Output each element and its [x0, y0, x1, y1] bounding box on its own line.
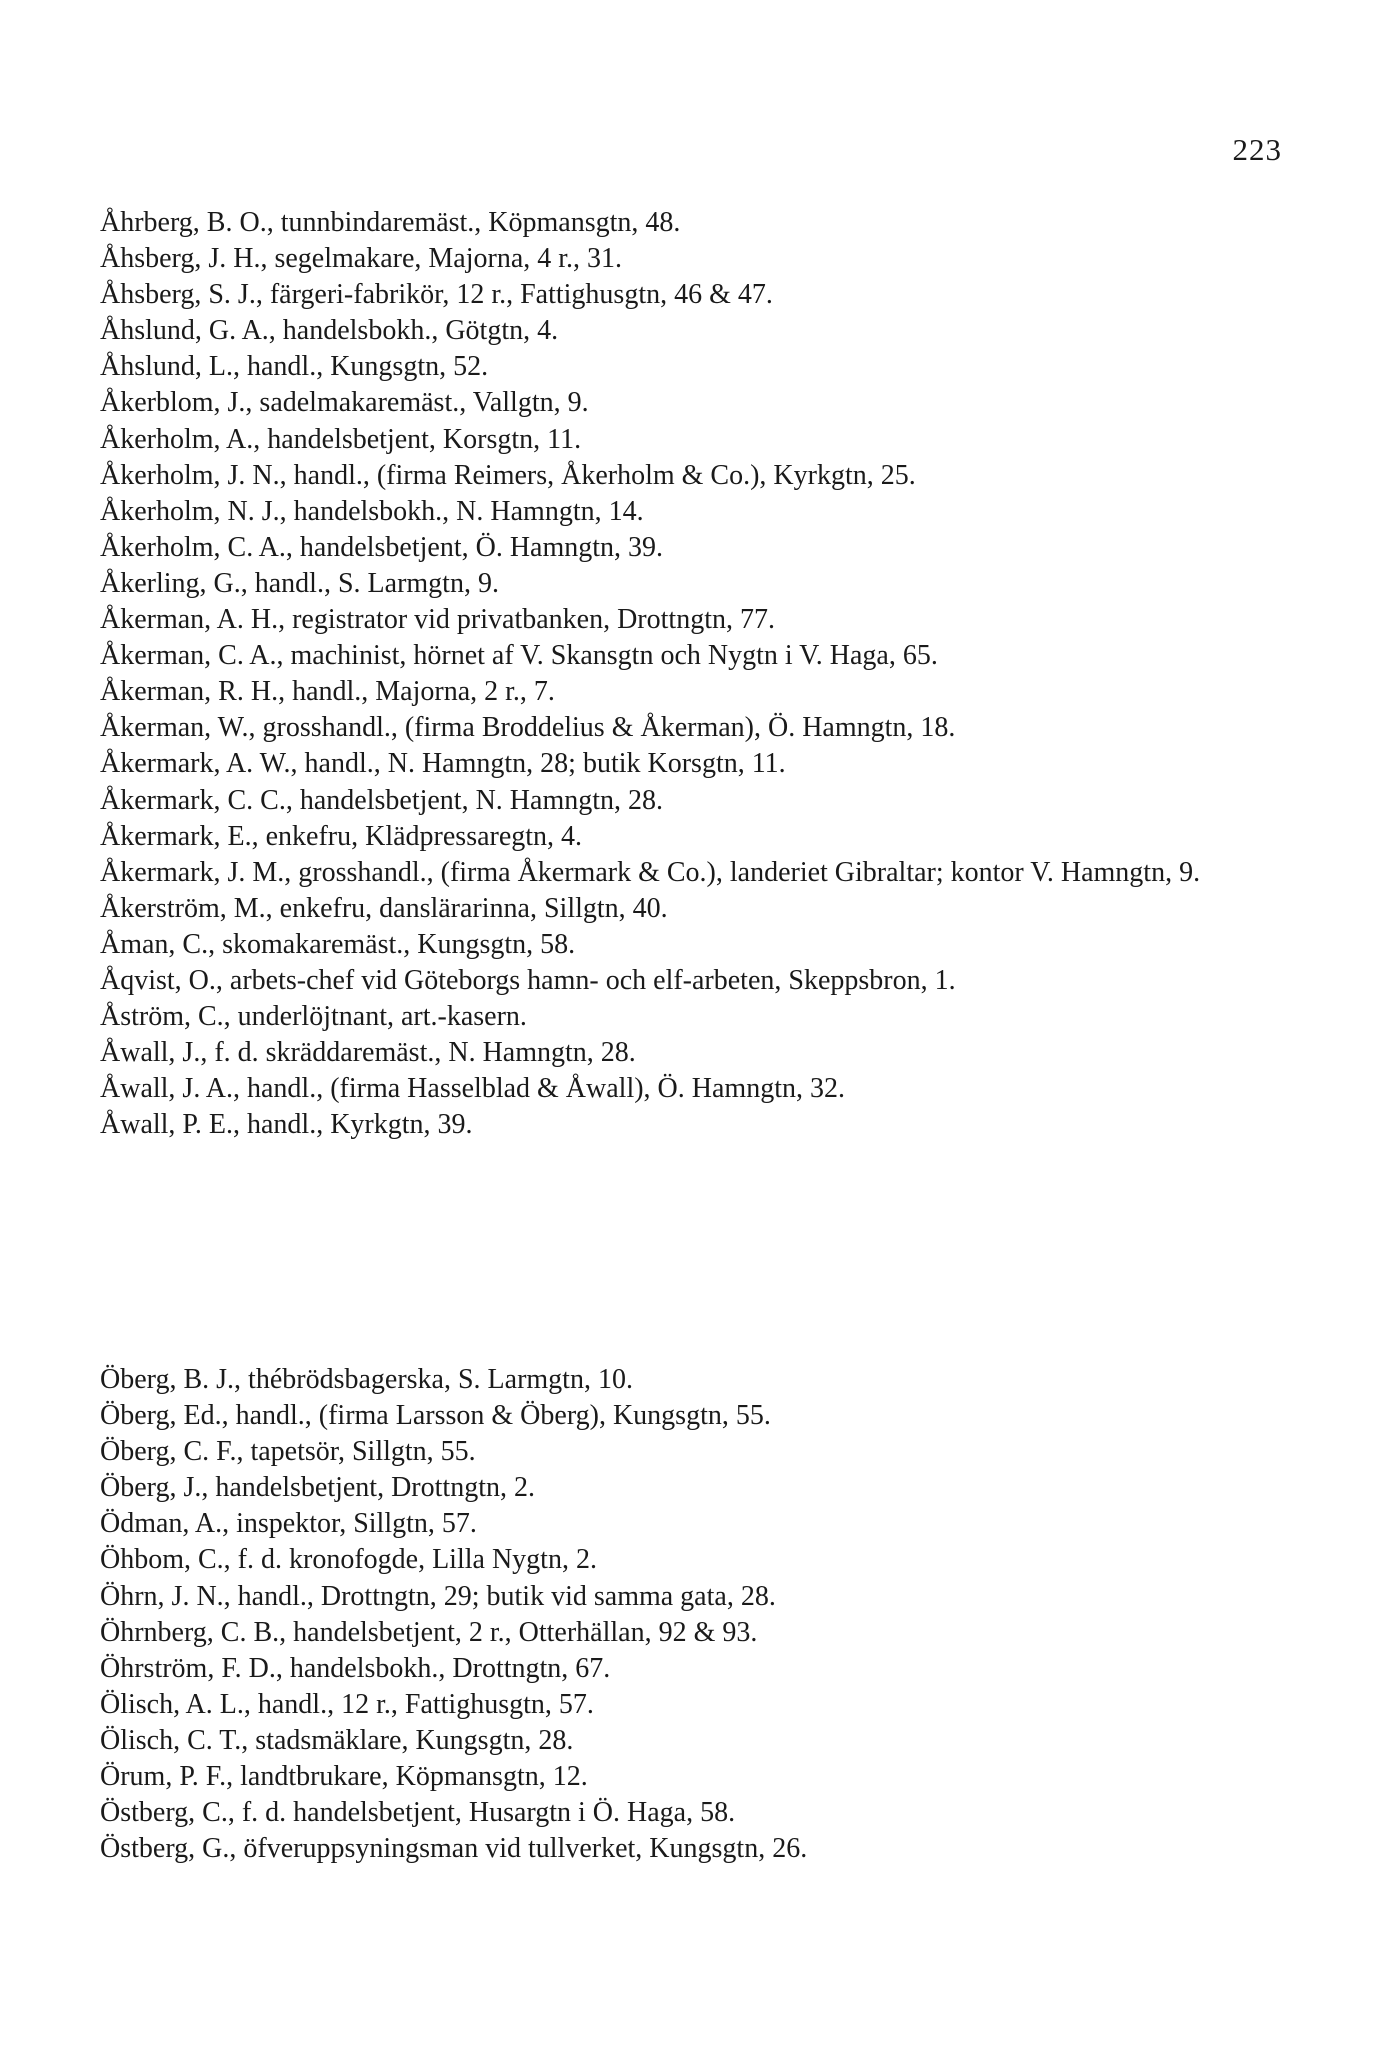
directory-entry: Åhrberg, B. O., tunnbindaremäst., Köpmansgtn, 48.: [100, 207, 681, 238]
directory-entry: Åkerman, A. H., registrator vid privatbanken, Drottngtn, 77.: [100, 604, 775, 636]
directory-entry: Åhslund, L., handl., Kungsgtn, 52.: [100, 351, 489, 383]
directory-entry: Åhsberg, S. J., färgeri-fabrikör, 12 r., Fattighusgtn, 46 & 47.: [100, 279, 773, 311]
directory-entry: Åman, C., skomakaremäst., Kungsgtn, 58.: [100, 928, 576, 960]
directory-entry: Åkerholm, C. A., handelsbetjent, Ö. Hamngtn, 39.: [100, 531, 664, 563]
directory-entry: Örum, P. F., landtbrukare, Köpmansgtn, 12.: [100, 1761, 588, 1793]
directory-entry: Åkermark, J. M., grosshandl., (firma Åkermark & Co.), landeriet Gibraltar; kontor V. Hamngtn, 9.: [100, 856, 1201, 888]
directory-entry: Öberg, B. J., thébrödsbagerska, S. Larmgtn, 10.: [100, 1364, 633, 1395]
directory-entry: Öberg, J., handelsbetjent, Drottngtn, 2.: [100, 1472, 535, 1504]
directory-entry: Åkerström, M., enkefru, danslärarinna, Sillgtn, 40.: [100, 892, 668, 924]
directory-entry: Åkerholm, J. N., handl., (firma Reimers, Åkerholm & Co.), Kyrkgtn, 25.: [100, 459, 916, 491]
directory-entry: Åkerholm, A., handelsbetjent, Korsgtn, 11.: [100, 423, 582, 455]
directory-entry: Åkerman, W., grosshandl., (firma Broddelius & Åkerman), Ö. Hamngtn, 18.: [100, 712, 956, 744]
directory-section-a-ring: [100, 205, 1290, 1143]
directory-entry: Åkerling, G., handl., S. Larmgtn, 9.: [100, 567, 499, 599]
directory-entry: Åkermark, E., enkefru, Klädpressaregtn, 4.: [100, 820, 583, 852]
directory-entry: Åkerman, C. A., machinist, hörnet af V. Skansgtn och Nygtn i V. Haga, 65.: [100, 640, 938, 672]
directory-entry: Åwall, P. E., handl., Kyrkgtn, 39.: [100, 1109, 473, 1141]
directory-section-o-umlaut: [100, 1362, 1290, 1867]
directory-entry: Åhslund, G. A., handelsbokh., Götgtn, 4.: [100, 315, 559, 347]
directory-entry: Ölisch, A. L., handl., 12 r., Fattighusgtn, 57.: [100, 1688, 594, 1720]
directory-entry: Östberg, G., öfveruppsyningsman vid tullverket, Kungsgtn, 26.: [100, 1833, 808, 1865]
directory-entry: Öhbom, C., f. d. kronofogde, Lilla Nygtn, 2.: [100, 1544, 597, 1576]
page-number: 223: [1232, 132, 1282, 167]
directory-entry: Åström, C., underlöjtnant, art.-kasern.: [100, 1001, 527, 1033]
directory-entry: Åwall, J. A., handl., (firma Hasselblad & Åwall), Ö. Hamngtn, 32.: [100, 1073, 845, 1105]
directory-entry: Åkerman, R. H., handl., Majorna, 2 r., 7.: [100, 676, 555, 708]
directory-entry: Åhsberg, J. H., segelmakare, Majorna, 4 r., 31.: [100, 243, 623, 275]
directory-entry: Åqvist, O., arbets-chef vid Göteborgs hamn- och elf-arbeten, Skeppsbron, 1.: [100, 964, 956, 996]
directory-entry: Åkermark, C. C., handelsbetjent, N. Hamngtn, 28.: [100, 784, 664, 816]
directory-entry: Ölisch, C. T., stadsmäklare, Kungsgtn, 28.: [100, 1724, 574, 1756]
directory-entry: Öberg, Ed., handl., (firma Larsson & Öberg), Kungsgtn, 55.: [100, 1400, 771, 1432]
directory-entry: Östberg, C., f. d. handelsbetjent, Husargtn i Ö. Haga, 58.: [100, 1797, 736, 1829]
directory-entry: Öhrnberg, C. B., handelsbetjent, 2 r., Otterhällan, 92 & 93.: [100, 1616, 758, 1648]
directory-entry: Öberg, C. F., tapetsör, Sillgtn, 55.: [100, 1436, 476, 1468]
directory-entry: Öhrström, F. D., handelsbokh., Drottngtn, 67.: [100, 1652, 611, 1684]
directory-entry: Åkermark, A. W., handl., N. Hamngtn, 28; butik Korsgtn, 11.: [100, 748, 786, 780]
directory-entry: Åkerblom, J., sadelmakaremäst., Vallgtn, 9.: [100, 387, 589, 419]
directory-entry: Åwall, J., f. d. skräddaremäst., N. Hamngtn, 28.: [100, 1037, 636, 1069]
directory-entry: Åkerholm, N. J., handelsbokh., N. Hamngtn, 14.: [100, 495, 644, 527]
directory-entry: Öhrn, J. N., handl., Drottngtn, 29; butik vid samma gata, 28.: [100, 1580, 776, 1612]
directory-entry: Ödman, A., inspektor, Sillgtn, 57.: [100, 1508, 477, 1540]
